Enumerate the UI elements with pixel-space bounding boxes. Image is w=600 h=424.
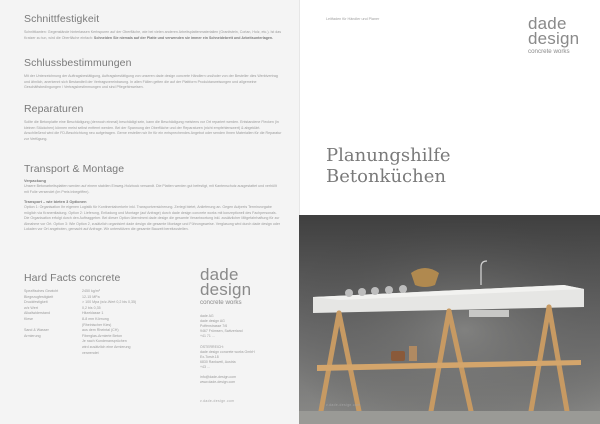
logo-line3: concrete works (200, 299, 242, 306)
contact-line: dade design AG (200, 319, 225, 324)
section-text-verpackung: Unsere Betonarbeitsplatten werden auf einem stabilen Einweg-Holzbock versandt. Die Platten werden gut befestigt, mit Kantenschutz ausgestattet und verhüllt mit Folie versendet (im Preis inbegriffen). (24, 184, 277, 194)
dade-design-logo-small (200, 267, 251, 306)
section-text-schnittfestigkeit (24, 30, 282, 41)
spec-key: Armierung (24, 333, 41, 338)
spec-value: wird zusätzlich eine Armierung (82, 345, 131, 349)
contact-line: Poffenstrasse 7/6 (200, 324, 228, 329)
contact-line: ÖSTERREICH: (200, 344, 224, 349)
kitchen-photo (299, 215, 600, 424)
contact-line: +41 71 ... (200, 334, 215, 339)
spec-value: verwendet (82, 350, 99, 355)
section-title-reparaturen: Reparaturen (24, 103, 84, 115)
title-line1: Planungshilfe (326, 145, 451, 166)
section-title-schnittfestigkeit: Schnittfestigkeit (24, 13, 100, 25)
spec-key: Spezifisches Gewicht (24, 289, 59, 293)
spec-value: Je nach Kundenansprüchen (82, 339, 127, 344)
section-title-hard-facts: Hard Facts concrete (24, 272, 121, 284)
spec-key: Biegezugfestigkeit (24, 294, 54, 299)
contact-line: info@dade-design.com (200, 375, 237, 380)
logo-line1: dade (528, 14, 567, 33)
spec-value: (Rheinischer Kies) (82, 322, 112, 327)
dade-design-logo (528, 16, 579, 55)
spec-key: Druckfestigkeit (24, 300, 48, 305)
section-title-transport: Transport & Montage (24, 163, 125, 175)
contact-line: www.dade-design.com (200, 380, 236, 385)
spec-value: 8-8 mm Körnung (82, 317, 109, 321)
title-line2: Betonküchen (326, 166, 446, 187)
logo-line3: concrete works (528, 48, 570, 55)
spec-value: 12-15 MPa (82, 294, 100, 299)
spec-key: w/z Wert (24, 305, 38, 310)
section-text-reparaturen: Sollte die Betonplatte eine Beschädigung (dennoch einmal) beschädigt sein, kann die Beschädigung meistens vor Ort repariert werden. Entstandene Flecken (in kleinen Stückchen) können meist selbst entfernt werden. Bei der Spannung der Oberfläche und der Reparaturen (nicht empfehlenswert) & abgeklärt. Anschließend wird die FD-Beschichtung neu aufgetragen. Gerne erstellen wir Ihr für ein entsprechendes Angebot oder senden Ihnen Materialien für die Reparatur zur Verfügung. (24, 120, 282, 141)
spec-value: Hitzeklasse 1 (82, 311, 104, 316)
brochure-title (326, 145, 451, 187)
utensil-holder (409, 346, 417, 361)
section-text-emphasis: Schneiden Sie niemals auf der Platte und verwenden sie immer ein Schneidebrett und Arbeitsunterlagen. (93, 35, 274, 40)
logo-line1: dade (200, 265, 239, 284)
right-footnote: v.dade-design.com (326, 403, 361, 407)
section-title-schlussbestimmungen: Schlussbestimmungen (24, 57, 132, 69)
contact-line: dade AG (200, 314, 214, 318)
contact-block (200, 314, 290, 385)
spec-value: > 100 Mpa (w/z-Wert 0,2 bis 0,35) (82, 300, 137, 305)
contact-line: 9467 Frümsen, Switzerland (200, 329, 243, 334)
left-footnote: v.dade-design.com (200, 399, 235, 403)
spec-key: Sand & Wasser (24, 328, 49, 333)
section-text-transport-options: Option 1: Organisation Ihr eigenen Logistik für Kontinentalverkehr inkl. Transportversicherung. Zerlegt bietet, Anlieferung an. Gegen Aufpreis Terminvorgabe möglich via Kranentladung. Option 2: Lieferung, Entladung und Montage (auf Anfrage) durch dade design concrete works mit konzeptionell des Fachpersonals. Die Organisation erfolgt durch den Auftraggeber. Bei dieser Option übernimmt dade design die gesamte Verantwortung inkl. zusätzlicher Mitgefahrhaftung für zur Abnahme vor Ort. Option 3: Wie Option 2, zusätzlich organisiert dade design die gesamte Montage und Führungsweise. Verglasung wird durch dade design oder Lokalen vor Ort angeboten, gemacht auf Anfrage. Wir unterstützen die gesamte Bauzeit bereitzustellen. (24, 205, 281, 232)
spec-value: aus dem Rheintal (CH) (82, 328, 119, 333)
contact-line: +43 ... (200, 364, 210, 369)
section-text: Schnittkanten: Gegenstände hinterlassen Kerbspuren auf der Oberfläche, wie bei vielen anderen Arbeitsplattenmaterialien (Granitstein, Corian, Holz, etc.). Ist das Kratzer zu tun, wird die Oberfläche einfach: (24, 30, 282, 40)
section-text-schlussbestimmungen: Mit der Unterzeichnung der Auftragsbestätigung, Auftragsbestätigung von unseren dade design concrete Händlern und/oder von der Besteller dies Werktvertrag und ähnlich, anerkennt sich Bestandteil der Vertragsvereinbarung. In allen Fällen gelten die auf der Plattform Produktanweisungen und allgemeine Geschäftsbedingungen / Vertragsbestimmungen und sind Pflegehinweisen. (24, 74, 278, 90)
wooden-bowl (411, 268, 439, 287)
pot (391, 351, 405, 361)
tagline: Leitfaden für Händler und Planer (326, 17, 380, 21)
spec-key: Alkaliwiderstand (24, 311, 50, 316)
spec-value: 2450 kg/m³ (82, 289, 100, 293)
spec-key: Kiese (24, 317, 33, 321)
logo-line2: design (528, 29, 580, 48)
left-page (0, 0, 299, 424)
spec-value: 0,2 bis 0,35 (82, 305, 101, 310)
contact-line: Ex-Torstr.18 (200, 354, 219, 359)
logo-line2: design (200, 280, 252, 299)
contact-line: 6830 Rankweil, Austria (200, 359, 236, 364)
subheading-transport-options: Transport – wie bieten 3 Optionen (24, 199, 87, 204)
sink (469, 310, 509, 317)
floor (299, 411, 600, 424)
spec-value: Fiberglas-Armierte Beton (82, 333, 122, 338)
contact-line: dade design concrete works GmbH (200, 349, 255, 354)
subheading-verpackung: Verpackung (24, 178, 47, 183)
